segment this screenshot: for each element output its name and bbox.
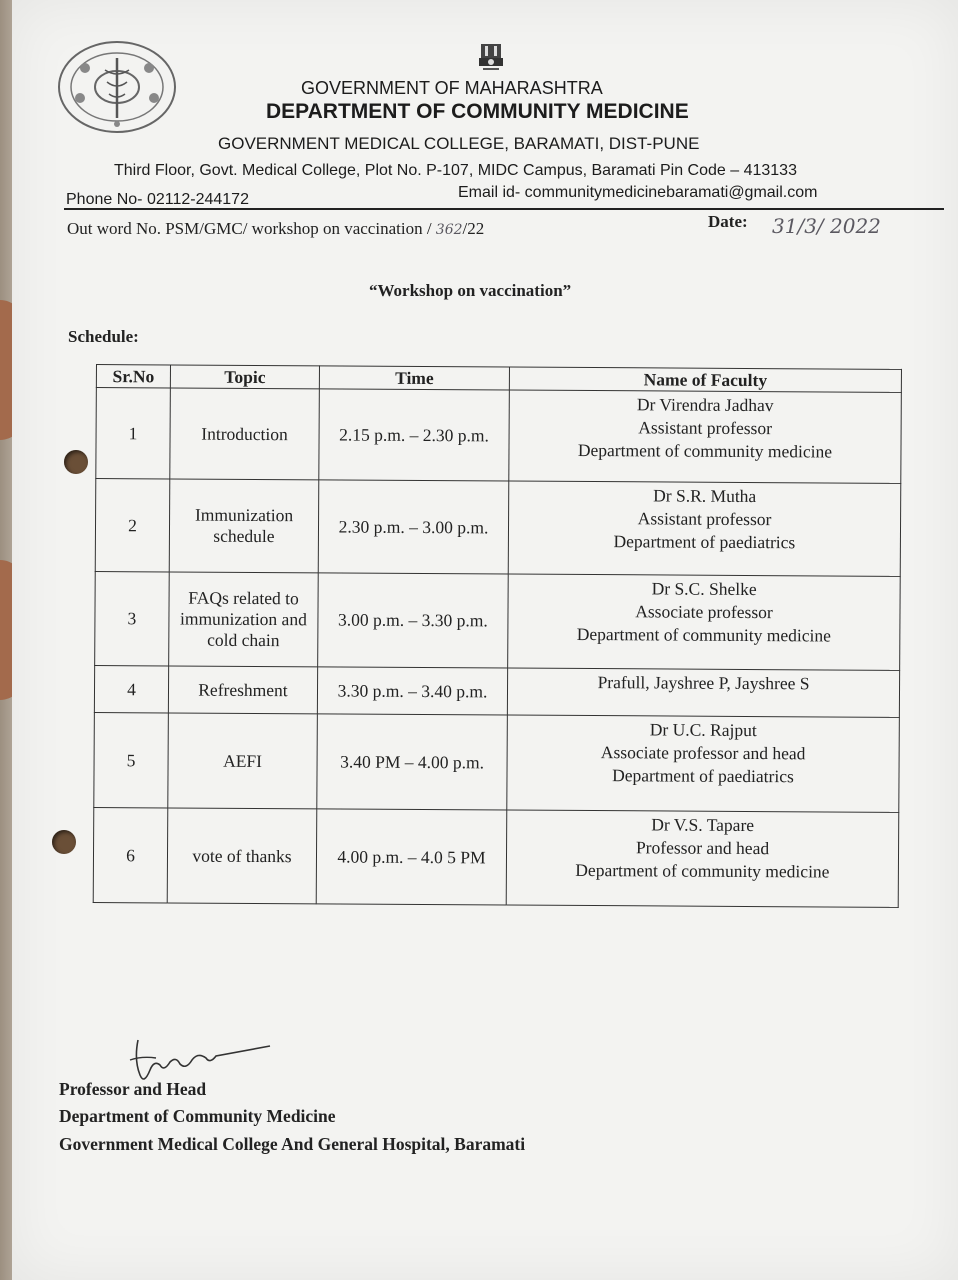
time: 4.00 p.m. – 4.0 5 PM [316, 809, 507, 905]
time: 2.30 p.m. – 3.00 p.m. [318, 480, 509, 574]
outward-handwritten-number: 362 [435, 222, 463, 238]
table-row [95, 571, 901, 670]
punch-hole [64, 450, 88, 474]
header-address: Third Floor, Govt. Medical College, Plot No. P-107, MIDC Campus, Baramati Pin Code – 413133 [114, 162, 797, 179]
faculty [509, 390, 902, 483]
signature-title: Professor and Head [59, 1079, 207, 1099]
topic: Introduction [170, 388, 320, 480]
state-emblem-icon [475, 42, 507, 82]
faculty-dept: Department of paediatrics [613, 531, 796, 553]
schedule-label: Schedule: [68, 327, 139, 346]
date-label: Date: [708, 212, 748, 231]
faculty-name: Dr V.S. Tapare [651, 814, 755, 836]
faculty [508, 574, 901, 670]
faculty-role: Associate professor and head [600, 742, 806, 764]
faculty [508, 481, 901, 576]
topic: Refreshment [168, 666, 317, 714]
header-topic: Topic [170, 365, 319, 389]
faculty-role: Professor and head [635, 837, 770, 859]
header-department: DEPARTMENT OF COMMUNITY MEDICINE [266, 100, 689, 123]
header-faculty: Name of Faculty [509, 367, 901, 392]
faculty-name: Prafull, Jayshree P, Jayshree S [597, 672, 810, 694]
faculty-role: Assistant professor [638, 417, 773, 439]
header-time: Time [319, 366, 509, 390]
faculty-dept: Department of community medicine [577, 439, 833, 462]
sr-no: 4 [94, 665, 168, 712]
date-value: 31/3/ 2022 [772, 214, 881, 238]
table-row [93, 807, 899, 907]
faculty-role: Assistant professor [637, 508, 772, 530]
signature-institution: Government Medical College And General Hospital, Baramati [59, 1134, 526, 1154]
time: 3.00 p.m. – 3.30 p.m. [318, 573, 509, 668]
table-row [94, 712, 900, 812]
table-row [96, 388, 902, 484]
header-government: GOVERNMENT OF MAHARASHTRA [301, 78, 603, 98]
department-logo-icon [55, 38, 179, 136]
signature-department: Department of Community Medicine [59, 1106, 336, 1126]
header-divider [64, 208, 944, 210]
header-email: Email id- communitymedicinebaramati@gmail.com [458, 184, 818, 201]
faculty-dept: Department of community medicine [575, 859, 830, 882]
time: 2.15 p.m. – 2.30 p.m. [319, 389, 510, 481]
outward-number [67, 219, 484, 239]
faculty-role: Associate professor [635, 601, 773, 623]
faculty [507, 715, 900, 812]
sr-no: 1 [96, 388, 171, 479]
faculty-name: Dr S.R. Mutha [653, 485, 757, 507]
time: 3.40 PM – 4.00 p.m. [317, 714, 508, 810]
header-sr: Sr.No [96, 365, 170, 388]
document-title: “Workshop on vaccination” [369, 281, 572, 300]
time: 3.30 p.m. – 3.40 p.m. [317, 667, 507, 715]
faculty [507, 668, 899, 717]
topic: vote of thanks [167, 808, 317, 904]
faculty-dept: Department of community medicine [576, 623, 831, 646]
faculty-name: Dr Virendra Jadhav [636, 394, 774, 416]
faculty [506, 810, 899, 907]
faculty-dept: Department of paediatrics [612, 765, 794, 787]
faculty-name: Dr S.C. Shelke [651, 578, 757, 600]
punch-hole [52, 830, 76, 854]
schedule-table [93, 364, 902, 908]
topic: AEFI [168, 713, 318, 809]
topic: FAQs related to immunization and cold chain [169, 572, 319, 667]
faculty-name: Dr U.C. Rajput [649, 719, 757, 741]
sr-no: 6 [93, 807, 168, 902]
outward-suffix: /22 [462, 219, 485, 238]
outward-prefix: Out word No. PSM/GMC/ workshop on vaccination / [67, 219, 432, 238]
sr-no: 3 [95, 571, 170, 665]
table-row [95, 479, 901, 577]
sr-no: 5 [94, 712, 169, 807]
table-row [94, 665, 899, 717]
header-college: GOVERNMENT MEDICAL COLLEGE, BARAMATI, DIST-PUNE [218, 134, 700, 153]
header-phone: Phone No- 02112-244172 [66, 191, 249, 208]
sr-no: 2 [95, 479, 170, 572]
topic: Immunization schedule [169, 479, 319, 573]
